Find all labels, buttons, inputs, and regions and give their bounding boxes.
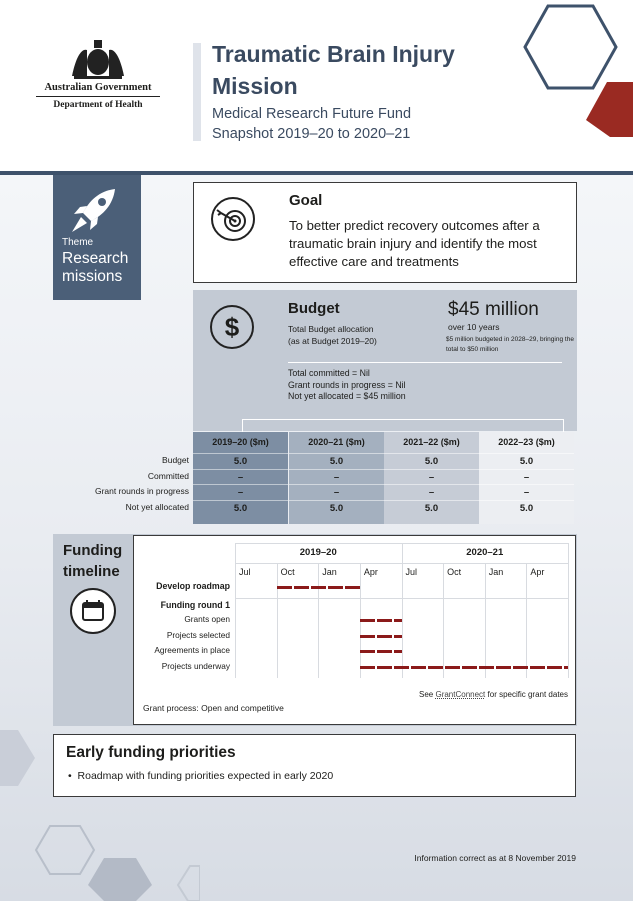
budget-description <box>288 323 428 347</box>
timeline-bar <box>360 650 402 653</box>
table-row-label: Budget <box>162 455 189 465</box>
budget-amount: $45 million <box>448 299 539 320</box>
timeline-year: 2020–21 <box>466 547 504 558</box>
status-unallocated: Not yet allocated = $45 million <box>288 391 406 401</box>
table-cell: – <box>193 469 288 485</box>
timeline-month: Oct <box>280 567 295 577</box>
table-cell: – <box>479 484 574 500</box>
footer-note: Information correct as at 8 November 2019 <box>414 853 576 863</box>
grid-line <box>568 543 569 678</box>
budget-note: $5 million budgeted in 2028–29, bringing the total to $50 million <box>446 336 574 353</box>
government-logo <box>36 36 160 110</box>
target-icon <box>211 197 255 241</box>
timeline-row-label: Agreements in place <box>154 645 230 655</box>
title-accent-bar <box>193 43 201 141</box>
timeline-month: Jul <box>239 567 251 577</box>
timeline-year: 2019–20 <box>299 547 337 558</box>
priority-item: • Roadmap with funding priorities expected in early 2020 <box>68 770 334 782</box>
timeline-bar <box>360 619 402 622</box>
timeline-row-label: Funding round 1 <box>160 600 230 610</box>
timeline-heading: Funding timeline <box>63 542 123 580</box>
priorities-heading: Early funding priorities <box>66 744 236 761</box>
government-name: Australian Government <box>36 82 160 97</box>
timeline-row-label: Develop roadmap <box>156 581 230 591</box>
grid-line <box>485 563 486 678</box>
timeline-bar <box>360 635 402 638</box>
table-row-label: Committed <box>147 470 189 481</box>
timeline-row-label: Projects selected <box>166 630 230 640</box>
timeline-month: Oct <box>447 567 462 577</box>
timeline-month: Apr <box>530 567 545 577</box>
column-header: 2022–23 ($m) <box>498 437 555 447</box>
table-cell: – <box>289 484 384 500</box>
table-cell: 5.0 <box>289 500 384 516</box>
budget-column-3 <box>384 432 479 524</box>
goal-heading: Goal <box>289 192 323 209</box>
table-cell: 5.0 <box>193 500 288 516</box>
budget-period: over 10 years <box>448 322 500 332</box>
table-cell: 5.0 <box>384 500 479 516</box>
subtitle-line-2: Snapshot 2019–20 to 2020–21 <box>212 126 411 142</box>
budget-status <box>288 368 488 403</box>
footnote-prefix: See <box>419 690 434 699</box>
timeline-footnote <box>280 690 568 699</box>
timeline-month: Jul <box>405 567 418 577</box>
hexagon-pattern-decoration <box>0 700 200 901</box>
column-header: 2019–20 ($m) <box>212 437 269 447</box>
grid-line <box>318 563 319 678</box>
table-cell: – <box>289 469 384 485</box>
table-cell: – <box>479 469 574 485</box>
grid-line <box>443 563 444 678</box>
budget-table <box>53 432 577 524</box>
table-cell: – <box>384 484 479 500</box>
table-cell: 5.0 <box>289 453 384 469</box>
theme-panel <box>53 175 141 300</box>
theme-value: Research missions <box>62 250 129 285</box>
department-name: Department of Health <box>53 100 143 110</box>
status-committed: Total committed = Nil <box>288 368 370 378</box>
hexagon-decoration <box>500 2 633 137</box>
timeline-row-label: Projects underway <box>161 661 230 671</box>
budget-desc-line-1: Total Budget allocation <box>288 324 374 334</box>
coat-of-arms-icon <box>68 36 128 80</box>
budget-heading: Budget <box>288 300 340 317</box>
timeline-row-label: Grants open <box>184 614 230 624</box>
column-header: 2021–22 ($m) <box>403 437 460 447</box>
grid-line <box>526 563 527 678</box>
table-row-label: Not yet allocated <box>125 501 189 512</box>
rocket-icon <box>69 185 119 235</box>
page-subtitle <box>212 104 472 144</box>
table-cell: 5.0 <box>384 453 479 469</box>
footnote-suffix: for specific grant dates <box>487 690 568 699</box>
timeline-month: Jan <box>488 567 504 577</box>
goal-panel <box>193 182 577 283</box>
status-rounds: Grant rounds in progress = Nil <box>288 379 406 390</box>
timeline-grid <box>235 543 568 678</box>
budget-column-1 <box>193 432 288 524</box>
timeline-bar <box>277 586 360 589</box>
budget-bracket <box>242 419 564 432</box>
goal-text: To better predict recovery outcomes after a traumatic brain injury and identify the most effective care and treatments <box>289 218 540 269</box>
timeline-month: Jan <box>322 567 337 577</box>
subtitle-line-1: Medical Research Future Fund <box>212 106 412 122</box>
budget-panel <box>193 290 577 431</box>
grant-process: Grant process: Open and competitive <box>143 703 284 713</box>
table-cell: – <box>193 484 288 500</box>
grid-line <box>277 563 278 678</box>
table-cell: 5.0 <box>193 453 288 469</box>
budget-column-2 <box>289 432 384 524</box>
priorities-panel <box>53 734 576 797</box>
theme-label: Theme <box>62 237 94 248</box>
bullet: • <box>68 770 78 782</box>
column-header: 2020–21 ($m) <box>308 437 365 447</box>
header <box>0 0 633 171</box>
grid-line <box>235 543 568 544</box>
budget-divider <box>288 362 562 363</box>
table-cell: 5.0 <box>479 453 574 469</box>
grantconnect-link[interactable]: GrantConnect <box>435 690 486 699</box>
timeline-labels <box>0 543 230 683</box>
table-row-label: Grant rounds in progress <box>94 486 189 496</box>
page-title: Traumatic Brain Injury Mission <box>212 41 455 99</box>
budget-desc-line-2: (as at Budget 2019–20) <box>288 336 377 346</box>
grid-line <box>235 598 568 599</box>
dollar-icon: $ <box>210 305 254 349</box>
budget-column-4 <box>479 432 574 524</box>
grid-line <box>235 563 568 564</box>
table-cell: 5.0 <box>479 500 574 516</box>
timeline-bar <box>360 666 568 669</box>
timeline-month: Apr <box>363 567 378 577</box>
table-cell: – <box>384 469 479 485</box>
